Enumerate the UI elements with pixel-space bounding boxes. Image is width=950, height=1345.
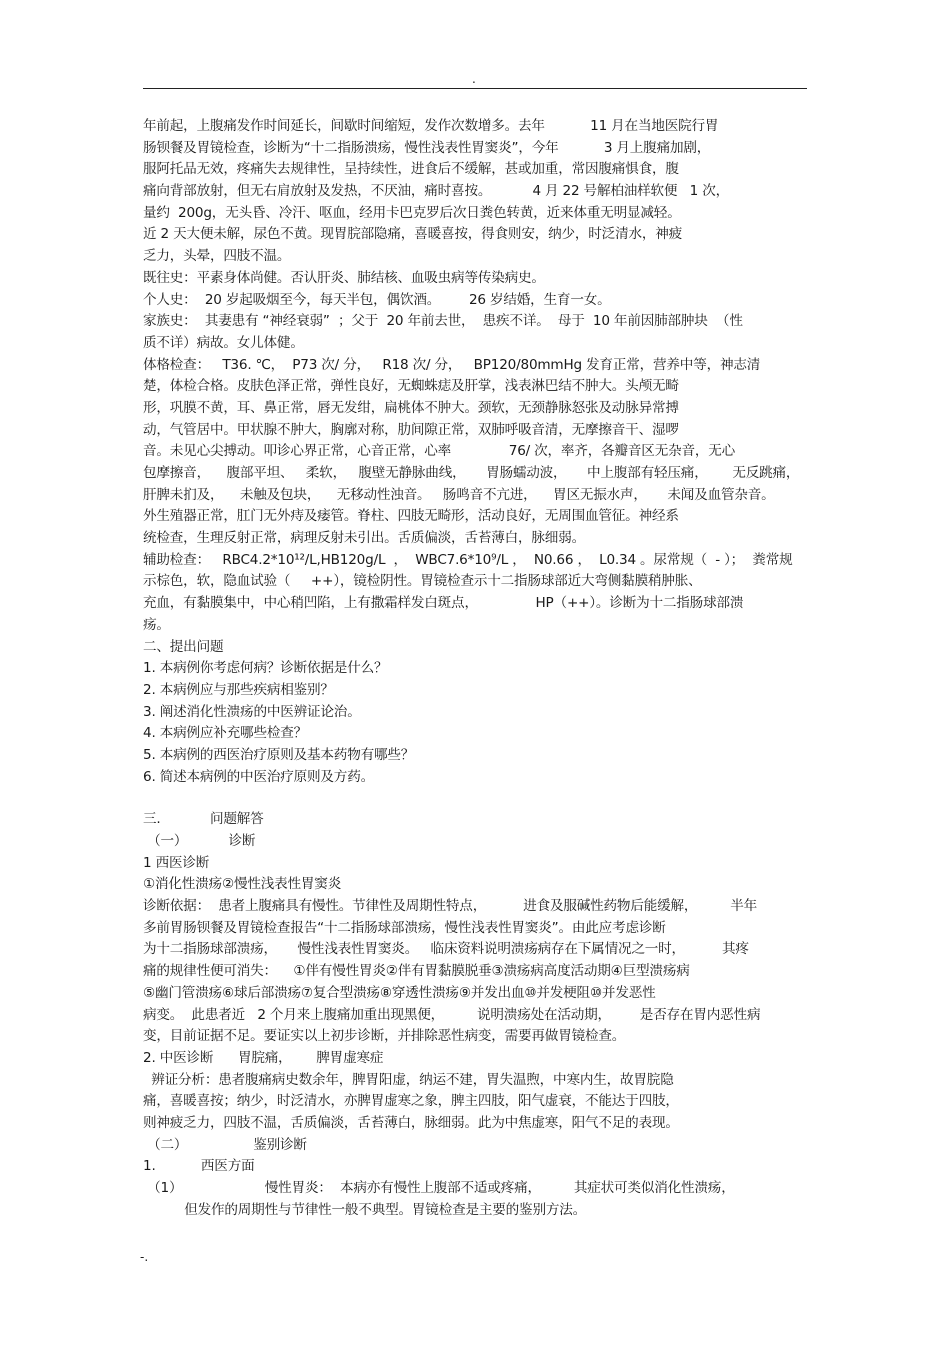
text-line: 既往史：平素身体尚健。否认肝炎、肺结核、血吸虫病等传染病史。	[143, 269, 545, 286]
footer-mark: -.	[140, 1250, 149, 1264]
text-line: 6. 简述本病例的中医治疗原则及方药。	[143, 768, 374, 785]
text-line: 辨证分析：患者腹痛病史数余年，脾胃阳虚，纳运不建，胃失温煦，中寒内生，故胃脘隐	[143, 1071, 674, 1088]
text-line	[143, 788, 811, 809]
text-line: 包摩擦音， 腹部平坦、 柔软， 腹壁无静脉曲线， 胃肠蠕动波， 中上腹部有轻压痛， 无反跳痛，	[143, 465, 800, 481]
text-line: 1 西医诊断	[143, 854, 210, 871]
text-line: 体格检查： T36. ℃， P73 次/ 分， R18 次/ 分， BP120/80mmHg 发育正常，营养中等，神志清	[143, 356, 761, 373]
text-line: 充血，有黏膜集中，中心稍凹陷，上有撒霜样发白斑点， HP（++）。诊断为十二指肠球部溃	[143, 595, 744, 612]
text-line: 肝脾未扪及， 未触及包块， 无移动性浊音。 肠鸣音不亢进， 胃区无振水声， 未闻及血管杂音。	[143, 486, 775, 503]
text-line: 示棕色，软，隐血试验（ ++），镜检阴性。胃镜检查示十二指肠球部近大弯侧黏膜稍肿胀、	[143, 573, 702, 590]
document-body	[143, 116, 811, 1221]
text-line: 为十二指肠球部溃疡， 慢性浅表性胃窦炎。 临床资料说明溃疡病存在下属情况之一时， 其疼	[143, 941, 749, 958]
text-line: 痛，喜暖喜按；纳少，时泛清水，亦脾胃虚寒之象，脾主四肢，阳气虚衰，不能达于四肢，	[143, 1093, 679, 1110]
text-line: 质不详）病故。女儿体健。	[143, 334, 304, 351]
text-line: 2. 本病例应与那些疾病相鉴别？	[143, 681, 334, 698]
text-line: 诊断依据： 患者上腹痛具有慢性。节律性及周期性特点， 进食及服碱性药物后能缓解， 半年	[143, 898, 758, 915]
text-line: 肠钡餐及胃镜检查，诊断为“十二指肠溃疡，慢性浅表性胃窦炎”，今年 3 月上腹痛加剧，	[143, 139, 711, 156]
text-line: ①消化性溃疡②慢性浅表性胃窦炎	[143, 876, 342, 893]
text-line: 近 2 天大便未解，尿色不黄。现胃脘部隐痛，喜暖喜按，得食则安，纳少，时泛清水，神疲	[143, 226, 683, 243]
text-line: 痛向背部放射，但无右肩放射及发热，不厌油，痛时喜按。 4 月 22 号解柏油样软便 1 次，	[143, 183, 730, 200]
header-mark: .	[472, 72, 476, 86]
text-line: 个人史： 20 岁起吸烟至今，每天半包，偶饮酒。 26 岁结婚，生育一女。	[143, 291, 611, 308]
header-rule	[143, 88, 807, 89]
text-line: 动，气管居中。甲状腺不肿大，胸廓对称，肋间隙正常，双肺呼吸音清，无摩擦音干、湿啰	[143, 421, 679, 438]
text-line: 家族史： 其妻患有 “神经衰弱” ；父于 20 年前去世， 患疾不详。 母于 10 年前因肺部肿块 （性	[143, 313, 743, 330]
text-line: 则神疲乏力，四肢不温，舌质偏淡，舌苔薄白，脉细弱。此为中焦虚寒，阳气不足的表现。	[143, 1114, 679, 1131]
text-line: ⑤幽门管溃疡⑥球后部溃疡⑦复合型溃疡⑧穿透性溃疡⑨并发出血⑩并发梗阻⑩并发恶性	[143, 984, 656, 1001]
text-line: 1. 本病例你考虑何病？诊断依据是什么？	[143, 660, 388, 677]
text-line: 三. 问题解答	[143, 811, 264, 828]
text-line: 3. 阐述消化性溃疡的中医辨证论治。	[143, 703, 361, 720]
text-line: 疡。	[143, 616, 170, 633]
text-line: 5. 本病例的西医治疗原则及基本药物有哪些？	[143, 746, 415, 763]
text-line: 4. 本病例应补充哪些检查？	[143, 725, 308, 742]
text-line: （一） 诊断	[143, 833, 256, 849]
text-line: 统检查，生理反射正常，病理反射未引出。舌质偏淡，舌苔薄白，脉细弱。	[143, 530, 585, 547]
text-line: 楚，体检合格。皮肤色泽正常，弹性良好，无蜘蛛痣及肝掌，浅表淋巴结不肿大。头颅无畸	[143, 378, 679, 395]
text-line: 2. 中医诊断 胃脘痛， 脾胃虚寒症	[143, 1049, 384, 1066]
text-line: 形，巩膜不黄，耳、鼻正常，唇无发绀，扁桃体不肿大。颈软，无颈静脉怒张及动脉异常搏	[143, 399, 679, 416]
text-line: 量约 200g，无头昏、冷汗、呕血，经用卡巴克罗后次日粪色转黄，近来体重无明显减轻。	[143, 204, 681, 221]
text-line: 二、提出问题	[143, 638, 224, 655]
text-line: 但发作的周期性与节律性一般不典型。胃镜检查是主要的鉴别方法。	[143, 1201, 587, 1218]
text-line: 音。未见心尖搏动。叩诊心界正常，心音正常，心率 76/ 次，率齐，各瓣音区无杂音，无心	[143, 443, 736, 460]
text-line: 多前胃肠钡餐及胃镜检查报告“十二指肠球部溃疡，慢性浅表性胃窦炎”。由此应考虑诊断	[143, 919, 666, 936]
text-line: 1. 西医方面	[143, 1158, 255, 1175]
text-line: （1） 慢性胃炎： 本病亦有慢性上腹部不适或疼痛， 其症状可类似消化性溃疡，	[143, 1180, 735, 1196]
text-line: 辅助检查： RBC4.2*10¹²/L,HB120g/L ， WBC7.6*10⁹/L ， N0.66 ， L0.34 。尿常规（ - ）； 粪常规	[143, 551, 793, 568]
text-line: （二） 鉴别诊断	[143, 1136, 307, 1153]
text-line: 年前起，上腹痛发作时间延长，间歇时间缩短，发作次数增多。去年 11 月在当地医院行胃	[143, 118, 719, 134]
text-line: 乏力，头晕，四肢不温。	[143, 248, 291, 265]
text-line: 外生殖器正常，肛门无外痔及痿管。脊柱、四肢无畸形，活动良好，无周围血管征。神经系	[143, 508, 679, 525]
text-line: 病变。 此患者近 2 个月来上腹痛加重出现黑便， 说明溃疡处在活动期， 是否存在胃内恶性病	[143, 1006, 761, 1023]
text-line: 变，目前证据不足。要证实以上初步诊断，并排除恶性病变，需要再做胃镜检查。	[143, 1028, 626, 1045]
text-line: 痛的规律性便可消失： ①伴有慢性胃炎②伴有胃黏膜脱垂③溃疡病高度活动期④巨型溃疡病	[143, 963, 690, 980]
text-line: 服阿托品无效，疼痛失去规律性，呈持续性，进食后不缓解，甚或加重，常因腹痛惧食，腹	[143, 161, 679, 178]
